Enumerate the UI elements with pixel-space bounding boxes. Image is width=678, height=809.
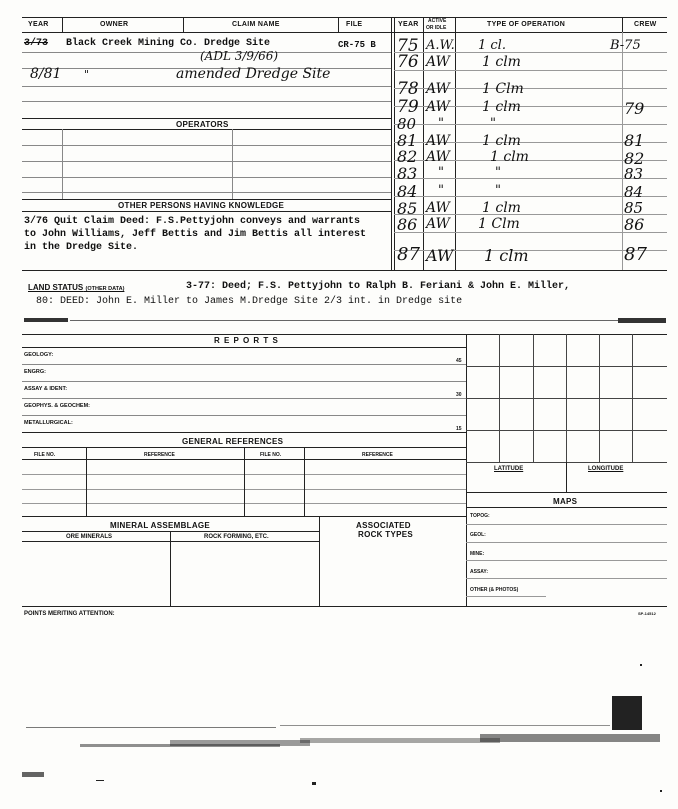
- activity-status: AW: [426, 246, 454, 265]
- ink-smudge: [24, 318, 68, 322]
- activity-crew: 87: [624, 244, 647, 265]
- rock-forming-label: ROCK FORMING, ETC.: [204, 534, 269, 540]
- activity-status: AW: [426, 216, 450, 232]
- general-references-title: GENERAL REFERENCES: [182, 437, 284, 446]
- activity-crew: 82: [624, 149, 645, 168]
- mineral-assemblage-title: MINERAL ASSEMBLAGE: [110, 521, 211, 530]
- activity-left-border: [391, 17, 392, 270]
- activity-crew: 83: [624, 165, 644, 183]
- grid-line: [466, 366, 667, 367]
- activity-status: AW: [426, 99, 450, 115]
- activity-status: A.W.: [426, 38, 455, 53]
- report-assay-label: ASSAY & IDENT:: [24, 386, 68, 392]
- scan-streak: [480, 734, 660, 742]
- longitude-label: LONGITUDE: [588, 466, 624, 472]
- crew-col-divider: [622, 32, 623, 270]
- report-geophys-label: GEOPHYS. & GEOCHEM:: [24, 403, 91, 409]
- activity-year: 83: [397, 164, 418, 183]
- activity-type: 1 clm: [482, 99, 521, 115]
- mineral-col-divider: [170, 531, 171, 606]
- owner-year-2: 8/81: [30, 66, 62, 82]
- owner-file-1: CR-75 B: [338, 40, 376, 50]
- activity-status: AW: [426, 81, 450, 97]
- activity-year: 82: [397, 147, 418, 166]
- other-persons-line-3: in the Dredge Site.: [24, 242, 139, 253]
- activity-status: AW: [426, 133, 450, 149]
- other-persons-label: OTHER PERSONS HAVING KNOWLEDGE: [118, 201, 285, 210]
- activity-type: 1 clm: [484, 246, 529, 265]
- owner-row-line: [22, 101, 391, 102]
- activity-year: 79: [397, 97, 419, 117]
- gref-col-divider: [86, 447, 87, 516]
- scan-streak: [26, 727, 276, 728]
- maps-row-line: [466, 578, 667, 579]
- maps-title: MAPS: [553, 497, 578, 506]
- grid-line: [466, 398, 667, 399]
- ore-minerals-label: ORE MINERALS: [66, 534, 113, 540]
- operator-row-line: [22, 177, 391, 178]
- report-metallurgical-num: 15: [456, 426, 462, 432]
- activity-type: 1 clm: [482, 200, 521, 216]
- maps-header-rule: [466, 507, 667, 508]
- maps-topog: TOPOG:: [470, 513, 490, 519]
- operator-col-divider: [62, 129, 63, 199]
- owner-ditto: ": [84, 68, 90, 81]
- activity-type: 1 clm: [482, 133, 521, 149]
- activity-status: ": [438, 116, 444, 131]
- activity-type: ": [490, 116, 496, 131]
- activity-year: 81: [397, 131, 418, 150]
- header-claim-name: CLAIM NAME: [232, 21, 280, 28]
- activity-type: 1 clm: [490, 149, 529, 165]
- scan-streak: [170, 740, 310, 746]
- header-active: ACTIVE: [428, 18, 447, 24]
- owner-year-1: 3/73: [24, 38, 49, 49]
- activity-status: ": [438, 183, 444, 198]
- activity-year: 85: [397, 199, 418, 218]
- scan-dot: [312, 782, 316, 785]
- latitude-label: LATITUDE: [494, 466, 524, 472]
- operators-rule: [22, 118, 391, 119]
- maps-row-line: [466, 542, 667, 543]
- scan-noise: [0, 640, 678, 809]
- activity-type: 1 Clm: [482, 81, 524, 97]
- maps-row-line: [466, 560, 667, 561]
- points-meriting-attention-label: POINTS MERITING ATTENTION:: [24, 611, 115, 617]
- col-divider: [183, 17, 184, 32]
- operators-rule-2: [22, 129, 391, 130]
- operator-row-line: [22, 192, 391, 193]
- top-rule: [22, 17, 667, 18]
- scan-dot: [660, 790, 662, 792]
- activity-status: AW: [426, 200, 450, 216]
- associated-label: ASSOCIATED: [356, 521, 411, 530]
- gref-col-file-no-2: FILE NO.: [260, 452, 282, 458]
- report-engrg-label: ENGRG:: [24, 369, 46, 375]
- gref-bottom-rule: [22, 516, 466, 517]
- land-status-title: LAND STATUS: [28, 283, 84, 292]
- report-row-line: [22, 432, 466, 433]
- activity-crew: 81: [624, 131, 645, 150]
- header-or-idle: OR IDLE: [426, 25, 447, 31]
- activity-type: 1 cl.: [478, 38, 506, 53]
- operator-row-line: [22, 145, 391, 146]
- activity-type: ": [495, 165, 501, 180]
- other-persons-rule: [22, 199, 391, 200]
- scan-blot: [612, 696, 642, 730]
- activity-row-line: [394, 70, 667, 71]
- report-geology-num: 45: [456, 358, 462, 364]
- operator-row-line: [22, 161, 391, 162]
- activity-year: 87: [397, 244, 420, 265]
- scan-dot: [640, 664, 642, 666]
- reports-header-rule: [22, 347, 466, 348]
- activity-type: ": [495, 183, 501, 198]
- activity-status: ": [438, 165, 444, 180]
- report-row-line: [22, 364, 466, 365]
- maps-geol: GEOL:: [470, 532, 486, 538]
- maps-row-line: [466, 524, 667, 525]
- maps-top-rule: [466, 492, 667, 493]
- scan-streak: [280, 725, 610, 726]
- maps-assay: ASSAY:: [470, 569, 489, 575]
- scan-dot: [96, 780, 104, 781]
- land-status-line-1: 3-77: Deed; F.S. Pettyjohn to Ralph B. Feriani & John E. Miller,: [186, 281, 571, 292]
- col-divider: [622, 17, 623, 32]
- activity-crew: 79: [624, 99, 645, 118]
- mineral-bottom-rule: [22, 606, 667, 607]
- activity-crew: 85: [624, 199, 644, 217]
- reports-title: R E P O R T S: [214, 336, 279, 345]
- activity-year: 75: [397, 36, 419, 56]
- activity-status: AW: [426, 54, 450, 70]
- owner-amended-text: amended Dredge Site: [176, 66, 331, 82]
- operator-col-divider: [232, 129, 233, 199]
- form-number: SP-14512: [638, 611, 656, 616]
- upper-section-bottom: [22, 270, 667, 271]
- header-rule: [22, 32, 667, 33]
- col-divider: [338, 17, 339, 32]
- activity-type: 1 Clm: [478, 216, 520, 232]
- header-year: YEAR: [28, 21, 49, 28]
- activity-crew: B-75: [610, 38, 641, 53]
- mineral-col-divider: [319, 516, 320, 606]
- activity-crew: 86: [624, 215, 645, 234]
- other-persons-rule-2: [22, 211, 391, 212]
- gref-col-divider: [304, 447, 305, 516]
- maps-other-photos: OTHER (& PHOTOS): [470, 587, 519, 593]
- ink-smudge: [618, 318, 666, 323]
- scan-streak: [300, 738, 500, 743]
- land-status-line-2: 80: DEED: John E. Miller to James M.Dredge Site 2/3 int. in Dredge site: [36, 296, 463, 307]
- activity-year: 78: [397, 79, 419, 99]
- activity-year: 86: [397, 215, 418, 234]
- activity-year: 84: [397, 182, 418, 201]
- owner-text-1: Black Creek Mining Co. Dredge Site: [66, 38, 271, 49]
- activity-crew: 84: [624, 183, 644, 201]
- header-year-2: YEAR: [398, 21, 419, 28]
- report-metallurgical-label: METALLURGICAL:: [24, 420, 73, 426]
- reports-top-rule: [22, 334, 667, 335]
- report-geology-label: GEOLOGY:: [24, 352, 54, 358]
- rock-types-label: ROCK TYPES: [358, 530, 414, 539]
- maps-row-line: [466, 596, 546, 597]
- operators-label: OPERATORS: [176, 120, 229, 129]
- land-status-rule: [70, 320, 618, 321]
- col-divider: [62, 17, 63, 32]
- grid-line: [466, 430, 667, 431]
- report-row-line: [22, 381, 466, 382]
- reports-right-border: [466, 334, 467, 606]
- activity-status: AW: [426, 149, 450, 165]
- report-row-line: [22, 398, 466, 399]
- activity-type: 1 clm: [482, 54, 521, 70]
- header-crew: CREW: [634, 21, 657, 28]
- scan-blot: [22, 772, 44, 777]
- maps-mine: MINE:: [470, 551, 485, 557]
- owner-note-adl: (ADL 3/9/66): [200, 49, 279, 63]
- activity-row-line: [394, 124, 667, 125]
- report-assay-num: 30: [456, 392, 462, 398]
- gref-col-reference-2: REFERENCE: [362, 452, 393, 458]
- header-type-of-operation: TYPE OF OPERATION: [487, 21, 566, 28]
- gref-col-reference: REFERENCE: [144, 452, 175, 458]
- gref-col-divider: [244, 447, 245, 516]
- owner-row-line: [22, 86, 391, 87]
- activity-year: 76: [397, 52, 419, 72]
- latlong-divider: [566, 462, 567, 492]
- gref-col-file-no: FILE NO.: [34, 452, 56, 458]
- land-status-sublabel: (OTHER DATA): [85, 286, 125, 292]
- other-persons-line-2: to John Williams, Jeff Bettis and Jim Bettis all interest: [24, 229, 367, 240]
- activity-year: 80: [397, 115, 417, 133]
- report-row-line: [22, 415, 466, 416]
- header-file: FILE: [346, 21, 363, 28]
- land-status-label: [28, 283, 124, 292]
- other-persons-line-1: 3/76 Quit Claim Deed: F.S.Pettyjohn conveys and warrants: [24, 216, 361, 227]
- header-owner: OWNER: [100, 21, 129, 28]
